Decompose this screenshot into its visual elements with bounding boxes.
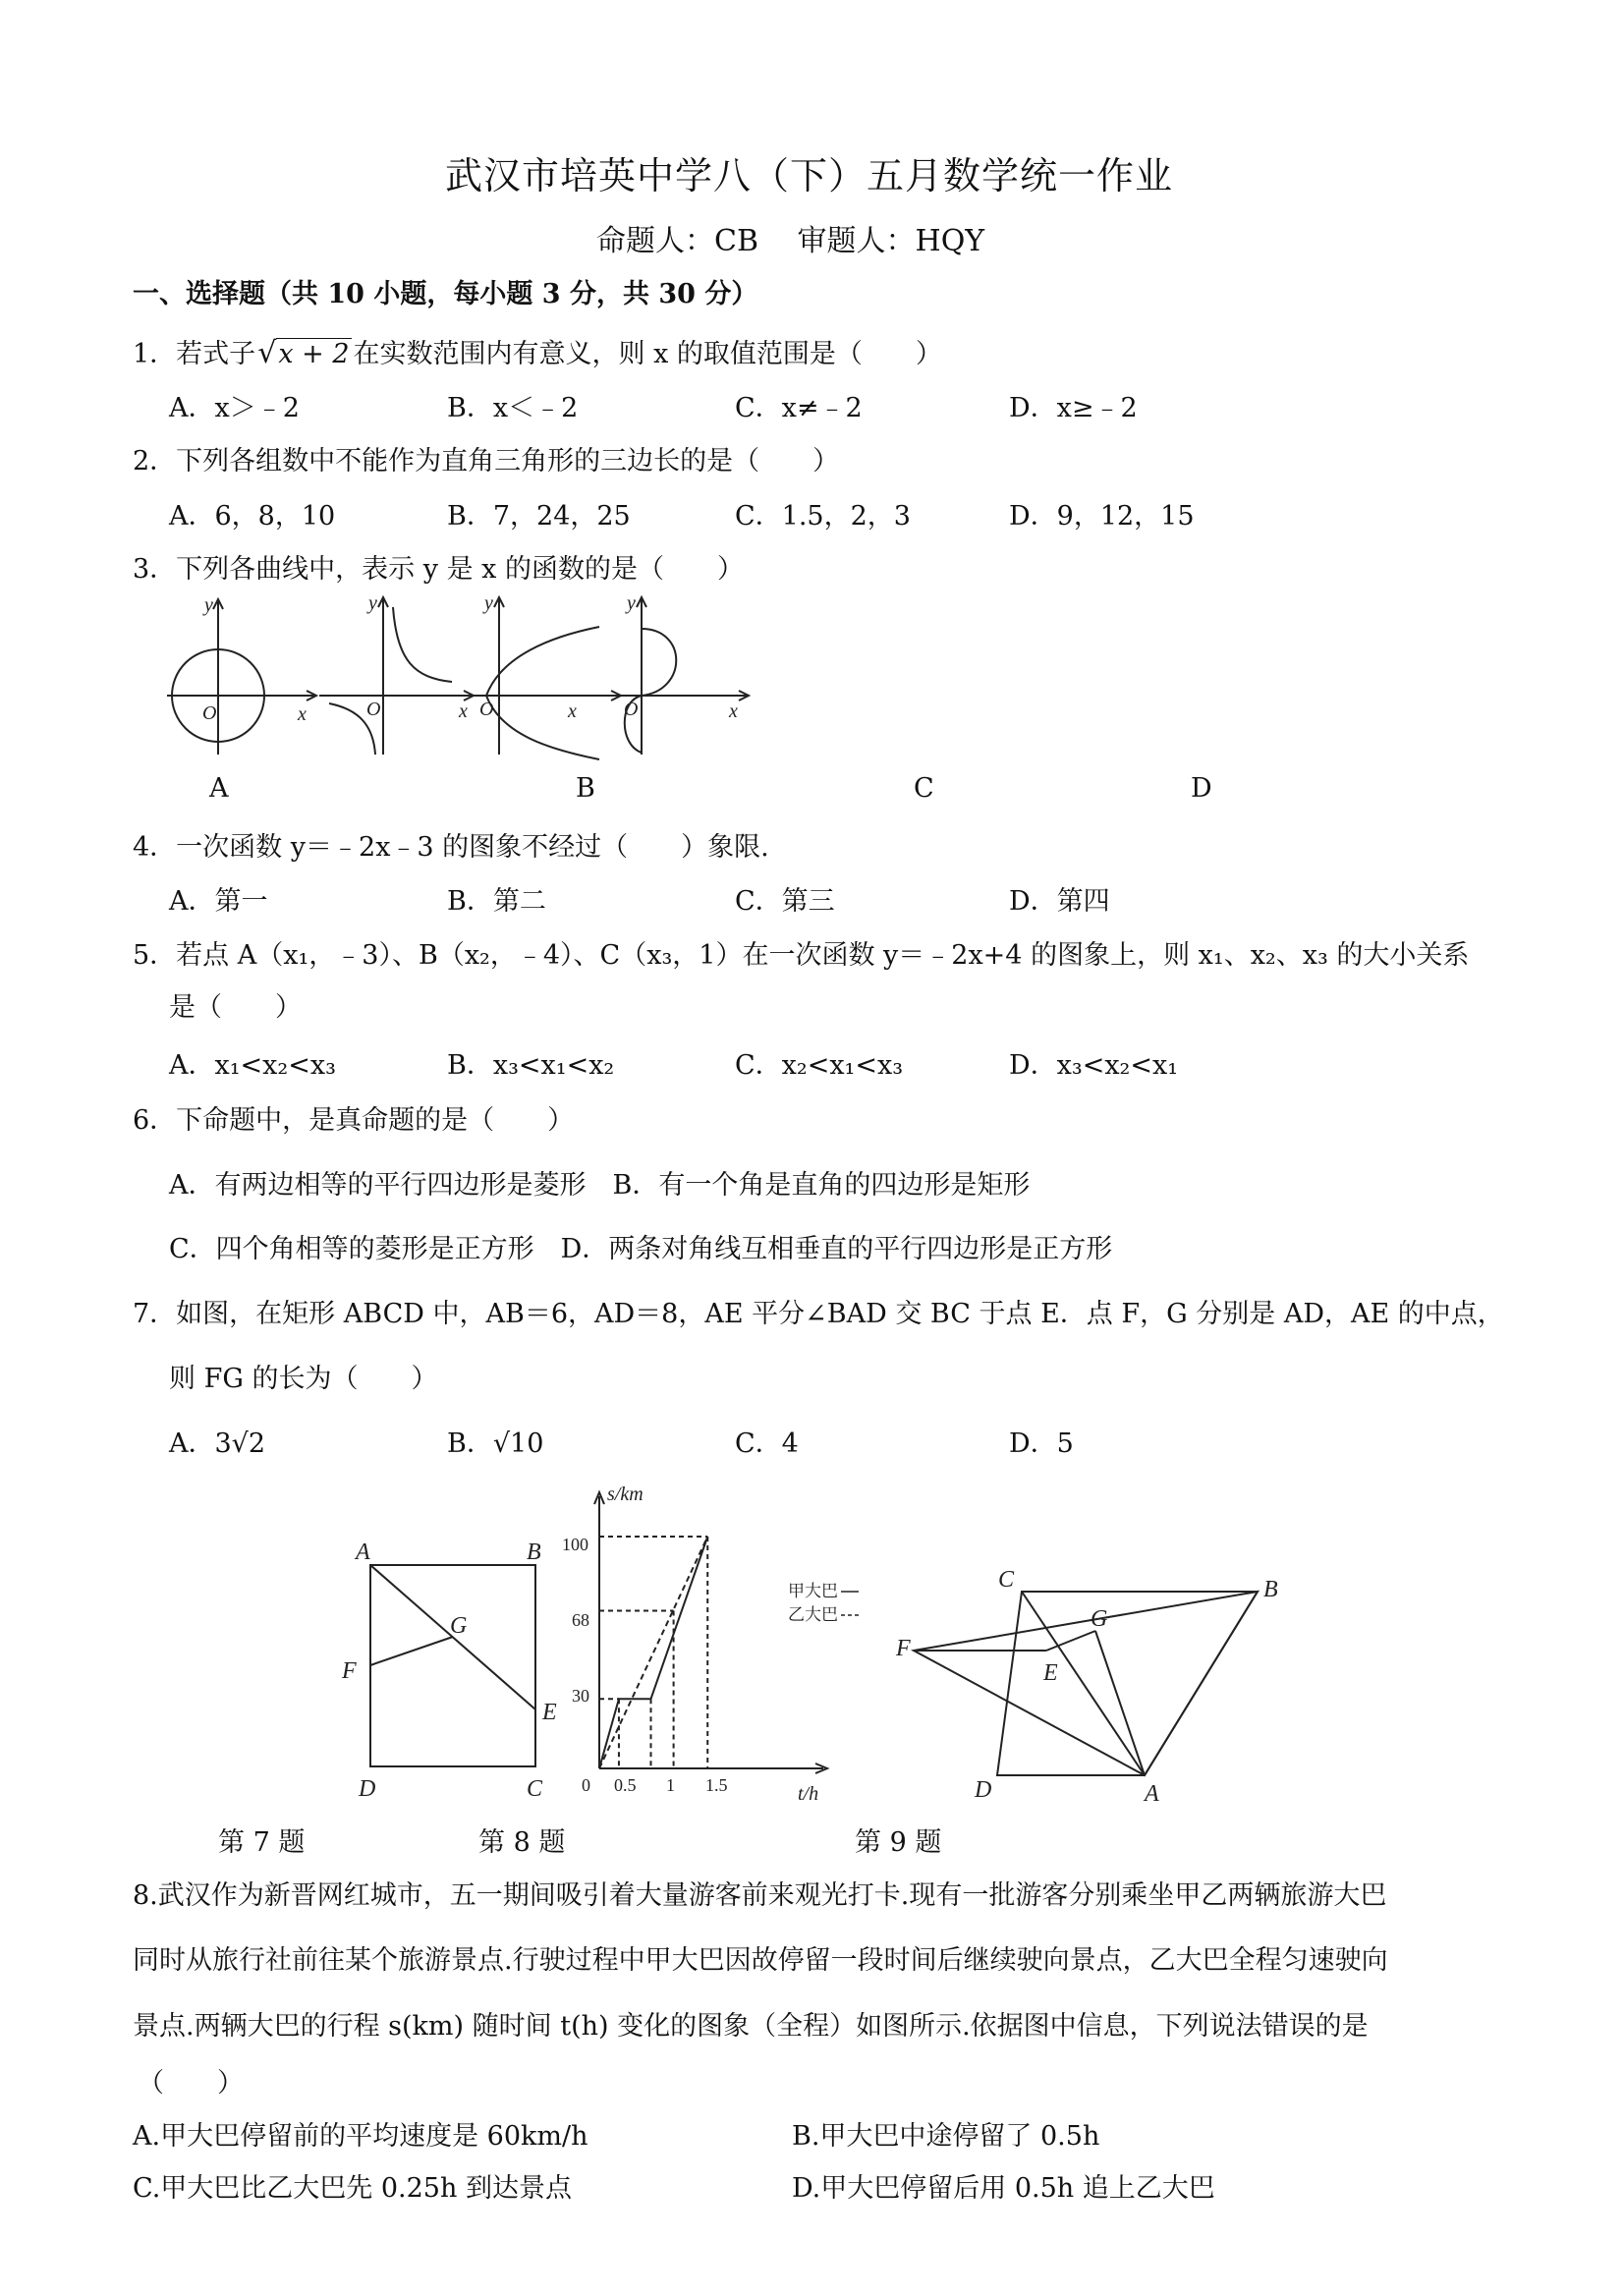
- figure-8-caption: 第 8 题: [478, 1827, 566, 1858]
- fig8-x-tick-1: 0.5: [614, 1775, 637, 1795]
- question-8-line1: 8.武汉作为新晋网红城市，五一期间吸引着大量游客前来观光打卡.现有一批游客分别乘坐甲乙两辆旅游大巴: [133, 1880, 1387, 1911]
- q3-option-b: B: [576, 773, 595, 804]
- graph-c-y-label: y: [484, 592, 493, 614]
- q8-option-c: C.甲大巴比乙大巴先 0.25h 到达景点: [133, 2173, 572, 2204]
- q8-option-d: D.甲大巴停留后用 0.5h 追上乙大巴: [792, 2173, 1215, 2204]
- q2-option-b: B．7，24，25: [447, 501, 631, 532]
- fig8-legend-yi: 乙大巴: [788, 1605, 838, 1624]
- graph-b-x-label: x: [459, 700, 468, 722]
- graph-d-y-label: y: [627, 592, 636, 614]
- q4-option-c: C．第三: [735, 886, 835, 917]
- q5-option-b: B．x₃<x₁<x₂: [447, 1050, 615, 1081]
- question-8-line4: （ ）: [138, 2068, 244, 2099]
- question-4: 4．一次函数 y＝﹣2x﹣3 的图象不经过（ ）象限.: [133, 832, 769, 863]
- q1-stem-a: 1．若式子: [133, 339, 256, 369]
- q4-option-d: D．第四: [1009, 886, 1110, 917]
- q5-option-c: C．x₂<x₁<x₃: [735, 1050, 904, 1081]
- section-heading: 一、选择题（共 10 小题，每小题 3 分，共 30 分）: [133, 279, 758, 309]
- fig9-label-c: C: [998, 1567, 1015, 1593]
- fig9-label-a: A: [1145, 1781, 1159, 1807]
- graph-c-x-label: x: [568, 700, 577, 722]
- graph-a-origin-label: O: [202, 702, 217, 724]
- question-7-line2: 则 FG 的长为（ ）: [169, 1364, 438, 1394]
- question-5-line1: 5．若点 A（x₁，﹣3）、B（x₂，﹣4）、C（x₃，1）在一次函数 y＝﹣2x+4 的图象上，则 x₁、x₂、x₃ 的大小关系: [133, 940, 1470, 971]
- q3-graphs: [157, 588, 766, 764]
- fig8-y-tick-68: 68: [572, 1610, 589, 1630]
- fig8-x-tick-0: 0: [582, 1775, 590, 1795]
- fig7-line-fg: [370, 1637, 453, 1665]
- graph-d-x-label: x: [729, 700, 738, 722]
- authors-line: 命题人：CB 审题人：HQY: [596, 224, 985, 258]
- fig7-label-g: G: [450, 1613, 468, 1639]
- question-8-line3: 景点.两辆大巴的行程 s(km) 随时间 t(h) 变化的图象（全程）如图所示.依据图中信息，下列说法错误的是: [133, 2011, 1369, 2042]
- fig8-series-yi: [599, 1537, 707, 1768]
- graph-d-origin-label: O: [624, 699, 639, 720]
- fig8-y-tick-100: 100: [562, 1535, 588, 1554]
- q7-option-b: B．√10: [447, 1428, 544, 1459]
- fig7-label-c: C: [527, 1776, 543, 1802]
- fig8-y-axis-label: s/km: [607, 1484, 644, 1505]
- q8-option-a: A.甲大巴停留前的平均速度是 60km/h: [133, 2121, 588, 2152]
- fig8-x-axis-label: t/h: [798, 1783, 819, 1805]
- q8-option-b: B.甲大巴中途停留了 0.5h: [792, 2121, 1100, 2152]
- fig7-label-a: A: [356, 1540, 370, 1565]
- fig9-parallelogram: [997, 1592, 1258, 1775]
- q1-option-a: A．x＞﹣2: [169, 393, 300, 423]
- fig9-line-ca: [1022, 1592, 1145, 1775]
- fig7-rectangle: [370, 1565, 535, 1766]
- fig8-x-tick-3: 1.5: [705, 1775, 728, 1795]
- question-5-line2: 是（ ）: [169, 992, 302, 1023]
- figure-9: [884, 1557, 1297, 1813]
- question-1: [133, 332, 942, 370]
- figure-9-caption: 第 9 题: [855, 1827, 942, 1858]
- question-8-line2: 同时从旅行社前往某个旅游景点.行驶过程中甲大巴因故停留一段时间后继续驶向景点，乙大巴全程匀速驶向: [133, 1945, 1388, 1976]
- q5-option-a: A．x₁<x₂<x₃: [169, 1050, 336, 1081]
- fig8-x-tick-2: 1: [666, 1775, 675, 1795]
- q5-option-d: D．x₃<x₂<x₁: [1009, 1050, 1179, 1081]
- q1-sqrt: √x + 2: [257, 336, 350, 370]
- fig8-y-tick-30: 30: [572, 1686, 589, 1706]
- question-2: 2．下列各组数中不能作为直角三角形的三边长的是（ ）: [133, 446, 840, 476]
- question-3: 3．下列各曲线中，表示 y 是 x 的函数的是（ ）: [133, 554, 744, 585]
- fig9-triangle-fba: [914, 1592, 1258, 1775]
- q7-option-c: C．4: [735, 1428, 799, 1459]
- q7-option-a: A．3√2: [169, 1428, 266, 1459]
- fig7-label-e: E: [542, 1700, 557, 1725]
- fig7-label-f: F: [342, 1658, 357, 1684]
- question-7-line1: 7．如图，在矩形 ABCD 中，AB＝6，AD＝8，AE 平分∠BAD 交 BC 于点 E．点 F，G 分别是 AD，AE 的中点，: [133, 1299, 1504, 1329]
- graph-a-y-label: y: [204, 594, 213, 616]
- fig9-label-f: F: [896, 1636, 911, 1661]
- q6-options-line1: A．有两边相等的平行四边形是菱形 B．有一个角是直角的四边形是矩形: [169, 1170, 1031, 1201]
- graph-c-origin-label: O: [479, 699, 494, 720]
- q2-option-c: C．1.5，2，3: [735, 501, 911, 532]
- q1-sqrt-radicand: x + 2: [278, 339, 350, 369]
- q1-stem-b: 在实数范围内有意义，则 x 的取值范围是（ ）: [353, 339, 942, 369]
- figure-7-caption: 第 7 题: [218, 1827, 306, 1858]
- graph-d-semicircle: [614, 597, 749, 755]
- graph-b-hyperbola: [319, 597, 474, 755]
- q3-option-a: A: [209, 773, 229, 804]
- fig8-legend-jia: 甲大巴: [788, 1582, 838, 1600]
- fig9-label-b: B: [1263, 1577, 1278, 1602]
- q3-option-c: C: [914, 773, 934, 804]
- fig7-label-b: B: [527, 1540, 541, 1565]
- fig9-label-d: D: [975, 1777, 992, 1803]
- q1-option-c: C．x≠﹣2: [735, 393, 863, 423]
- fig9-label-g: G: [1091, 1606, 1108, 1632]
- q2-option-a: A．6，8，10: [169, 501, 336, 532]
- graph-a-x-label: x: [298, 703, 307, 725]
- q4-option-b: B．第二: [447, 886, 546, 917]
- graph-a-circle: [167, 599, 316, 755]
- q1-option-d: D．x≥﹣2: [1009, 393, 1138, 423]
- q1-option-b: B．x＜﹣2: [447, 393, 579, 423]
- graph-b-origin-label: O: [366, 699, 381, 720]
- graph-c-parabola: [474, 597, 621, 759]
- q3-option-d: D: [1191, 773, 1212, 804]
- question-6: 6．下命题中，是真命题的是（ ）: [133, 1105, 575, 1136]
- q6-options-line2: C．四个角相等的菱形是正方形 D．两条对角线互相垂直的平行四边形是正方形: [169, 1234, 1113, 1264]
- graph-b-y-label: y: [368, 592, 377, 614]
- fig7-label-d: D: [359, 1776, 376, 1802]
- fig9-label-e: E: [1043, 1660, 1058, 1686]
- q7-option-d: D．5: [1009, 1428, 1074, 1459]
- q2-option-d: D．9，12，15: [1009, 501, 1195, 532]
- figure-8: [560, 1479, 865, 1818]
- page-title: 武汉市培英中学八（下）五月数学统一作业: [445, 154, 1174, 197]
- figure-7: [334, 1533, 580, 1808]
- q4-option-a: A．第一: [169, 886, 268, 917]
